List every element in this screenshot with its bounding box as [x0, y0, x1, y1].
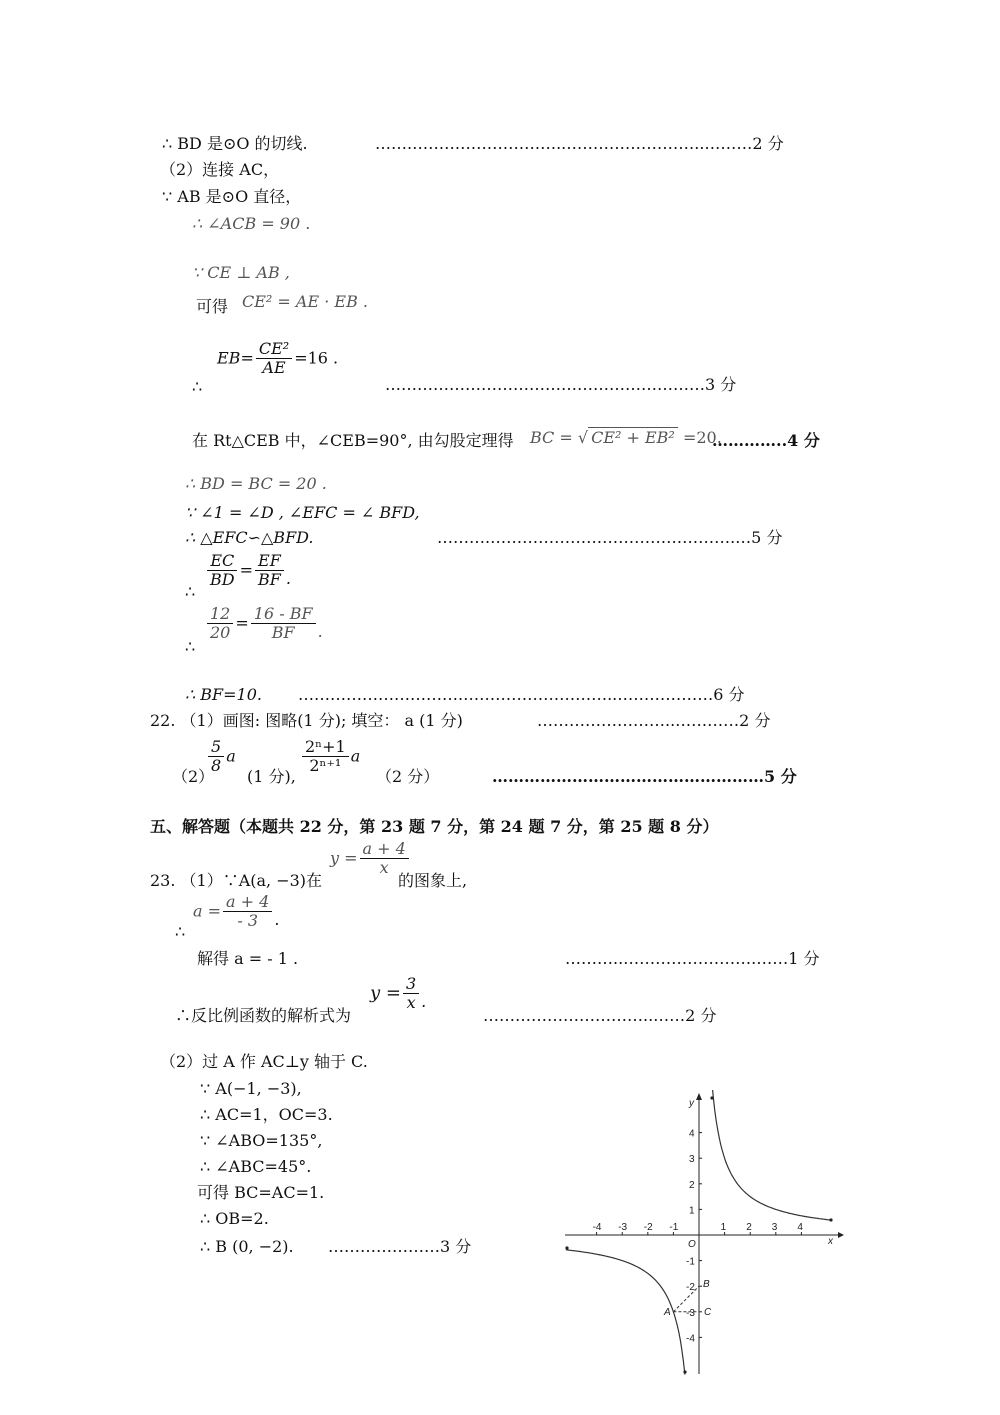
endpoint-3 [565, 1246, 568, 1249]
line-rt-triangle: 在 Rt△CEB 中，∠CEB=90°, 由勾股定理得 [192, 431, 514, 450]
therefore-a: ∴ [175, 922, 186, 941]
frac-5-8-den: 8 [211, 756, 222, 775]
q23-graph-text: 的图象上, [398, 871, 468, 890]
bc-radicand: CE² + EB² [588, 427, 678, 447]
line-ratio: $\frac{EC}{BD}$ = $\frac{EF}{BF}$ . [205, 552, 291, 589]
q23-a-eq: a = $\frac{a + 4}{- 3}$ . [193, 892, 280, 930]
line-bd-tangent: ∴ BD 是⊙O 的切线. [162, 134, 308, 153]
line-bc-sqrt: BC = √ CE² + EB² =20. [530, 428, 722, 447]
ratio-frac-1 [207, 552, 238, 589]
q23-den: x [379, 858, 389, 877]
a-eq-num: a + 4 [223, 893, 272, 912]
line-ce-squared: CE² = AE · EB . [242, 292, 369, 311]
endpoint-1 [710, 1096, 713, 1099]
eb-result: =16 . [294, 348, 339, 368]
nratio-frac-1 [207, 605, 233, 642]
frac-2n [302, 738, 349, 775]
q22-part2-label: （2） [172, 767, 215, 786]
x-tick-label: 2 [746, 1222, 752, 1233]
score-dots-3: ……………………………………………………3 分 [385, 375, 737, 394]
ratio-den-1: BD [210, 570, 235, 589]
q23-abo: ∵ ∠ABO=135°, [200, 1131, 323, 1150]
line-ab-diameter: ∵ AB 是⊙O 直径， [162, 187, 302, 206]
therefore-eb: ∴ [192, 377, 203, 396]
frac-2n-a: a [350, 746, 361, 766]
q23-point-a: ∵ A(−1, −3), [200, 1079, 302, 1098]
eb-prefix: EB= [217, 348, 254, 368]
y-tick-label: 3 [689, 1154, 695, 1166]
y-tick-label: 2 [689, 1179, 695, 1191]
q23-point-b: ∴ B (0, −2). [200, 1237, 294, 1256]
nratio-num-2: 16 - BF [251, 605, 316, 624]
line-ce-perp-ab: ∵ CE ⊥ AB , [192, 263, 290, 282]
q23-abc: ∴ ∠ABC=45°. [200, 1157, 312, 1176]
ratio-frac-2 [255, 552, 284, 589]
eb-fraction [256, 340, 292, 377]
section-title: 五、解答题（本题共 22 分，第 23 题 7 分，第 24 题 7 分，第 25 题 8 分） [150, 817, 719, 836]
score-dots-q23-1: ………..…………………….……1 分 [565, 949, 820, 968]
bc-value: =20. [682, 428, 722, 447]
x-tick-label: 4 [797, 1222, 803, 1233]
endpoint-4 [683, 1370, 686, 1373]
frac-5-8-num: 5 [208, 738, 224, 757]
nratio-frac-2 [251, 605, 316, 642]
line-acb-90: ∴ ∠ACB = 90 . [192, 214, 311, 233]
nratio-den-2: BF [271, 623, 295, 642]
line-bd-bc-20: ∴ BD = BC = 20 . [185, 474, 327, 493]
q23-num: a + 4 [360, 840, 409, 859]
ratio-num-1: EC [207, 552, 237, 571]
point-c-label: C [704, 1307, 712, 1318]
line-q22-part1: 22. （1）画图: 图略(1 分); 填空： a (1 分) [150, 711, 463, 730]
q22-frac-2n [300, 738, 360, 775]
y-axis-arrow [696, 1093, 702, 1100]
y-tick-label: -1 [686, 1256, 695, 1268]
y-tick-label: -4 [686, 1333, 695, 1345]
q22-two-points: （2 分） [376, 767, 440, 786]
line-angle-equal: ∵ ∠1 = ∠D , ∠EFC = ∠ BFD, [185, 503, 420, 522]
q22-one-point: (1 分), [247, 767, 296, 786]
score-dots-2: …….………………………..……………………..………2 分 [375, 134, 784, 153]
line-kede-label: 可得 [196, 297, 229, 316]
q23-bc-ac: 可得 BC=AC=1. [197, 1183, 325, 1202]
score-dots-q22-5: ……………………………………………5 分 [492, 767, 797, 786]
x-tick-label: 3 [771, 1222, 778, 1233]
hyperbola-graph [560, 1090, 845, 1380]
score-dots-q22-2: ……………………..…………2 分 [537, 711, 771, 730]
q23-y: y = [330, 848, 358, 868]
eb-numerator: CE² [256, 340, 292, 359]
score-dots-5: ……….……………………………………….…5 分 [437, 528, 783, 547]
line-eb-formula [217, 340, 338, 377]
a-eq-label: a = [193, 901, 222, 921]
q23-ac-oc: ∴ AC=1，OC=3. [200, 1105, 333, 1124]
a-eq-den: - 3 [237, 911, 259, 930]
a-eq-frac [223, 893, 272, 930]
x-tick-label: -3 [618, 1222, 628, 1233]
origin-label: O [688, 1239, 696, 1250]
bc-eq: BC = [530, 428, 573, 447]
x-tick-label: 1 [720, 1222, 727, 1233]
q23-part2: （2）过 A 作 AC⊥y 轴于 C. [160, 1052, 368, 1071]
line-numeric-ratio: $\frac{12}{20}$ = $\frac{16 - BF}{BF}$ . [205, 605, 323, 642]
analytic-y: y = [370, 982, 401, 1004]
y-tick-label: 1 [689, 1205, 695, 1217]
analytic-den: x [406, 993, 416, 1012]
score-dots-q23-2: …………………………..……2 分 [483, 1006, 717, 1025]
q23-ob: ∴ OB=2. [200, 1209, 269, 1228]
y-tick-label: 4 [689, 1128, 695, 1140]
analytic-frac [403, 975, 419, 1012]
nratio-num-1: 12 [207, 605, 233, 624]
q22-frac-5-8 [206, 738, 236, 775]
endpoint-2 [829, 1218, 832, 1221]
frac-2n-den: 2ⁿ⁺¹ [309, 756, 342, 775]
line-bf-10: ∴ BF=10. [185, 685, 262, 704]
eb-denominator: AE [262, 358, 286, 377]
ratio-den-2: BF [258, 570, 281, 589]
x-tick-label: -4 [592, 1222, 602, 1233]
frac-5-8-a: a [226, 746, 236, 766]
y-axis-label: y [689, 1098, 694, 1109]
q23-part1-pre: 23. （1）∵A(a, −3)在 [150, 871, 323, 890]
nratio-den-1: 20 [210, 623, 231, 642]
ratio-num-2: EF [255, 552, 284, 571]
x-tick-label: -2 [643, 1222, 653, 1233]
x-axis-arrow [838, 1232, 844, 1238]
point-a-label: A [664, 1307, 671, 1318]
x-axis-label: x [828, 1236, 833, 1247]
q23-solve-a: 解得 a = - 1 . [197, 949, 299, 968]
point-b-label: B [703, 1279, 710, 1290]
therefore-ratio: ∴ [185, 582, 196, 601]
axis-ticks [593, 1129, 804, 1345]
score-dots-q23-3: …………………3 分 [328, 1237, 472, 1256]
q23-analytic-formula: y = $\frac{3}{x}$ . [370, 974, 427, 1012]
line-connect-ac: （2）连接 AC， [160, 160, 280, 179]
y-tick-label: -3 [686, 1307, 695, 1319]
score-dots-4: …………..4 分 [712, 431, 820, 450]
frac-2n-num: 2ⁿ+1 [302, 738, 349, 757]
y-tick-label: -2 [686, 1282, 695, 1294]
q23-analytic-pre: ∴反比例函数的解析式为 [175, 1006, 352, 1025]
analytic-num: 3 [403, 975, 419, 994]
x-tick-label: -1 [669, 1222, 679, 1233]
hyperbola-branch-1 [712, 1090, 830, 1220]
line-similar: ∴ △EFC∽△BFD. [185, 528, 314, 547]
frac-5-8 [208, 738, 224, 775]
therefore-numeric-ratio: ∴ [185, 637, 196, 656]
score-dots-6: ………………………….………………………..………………6 分 [298, 685, 745, 704]
